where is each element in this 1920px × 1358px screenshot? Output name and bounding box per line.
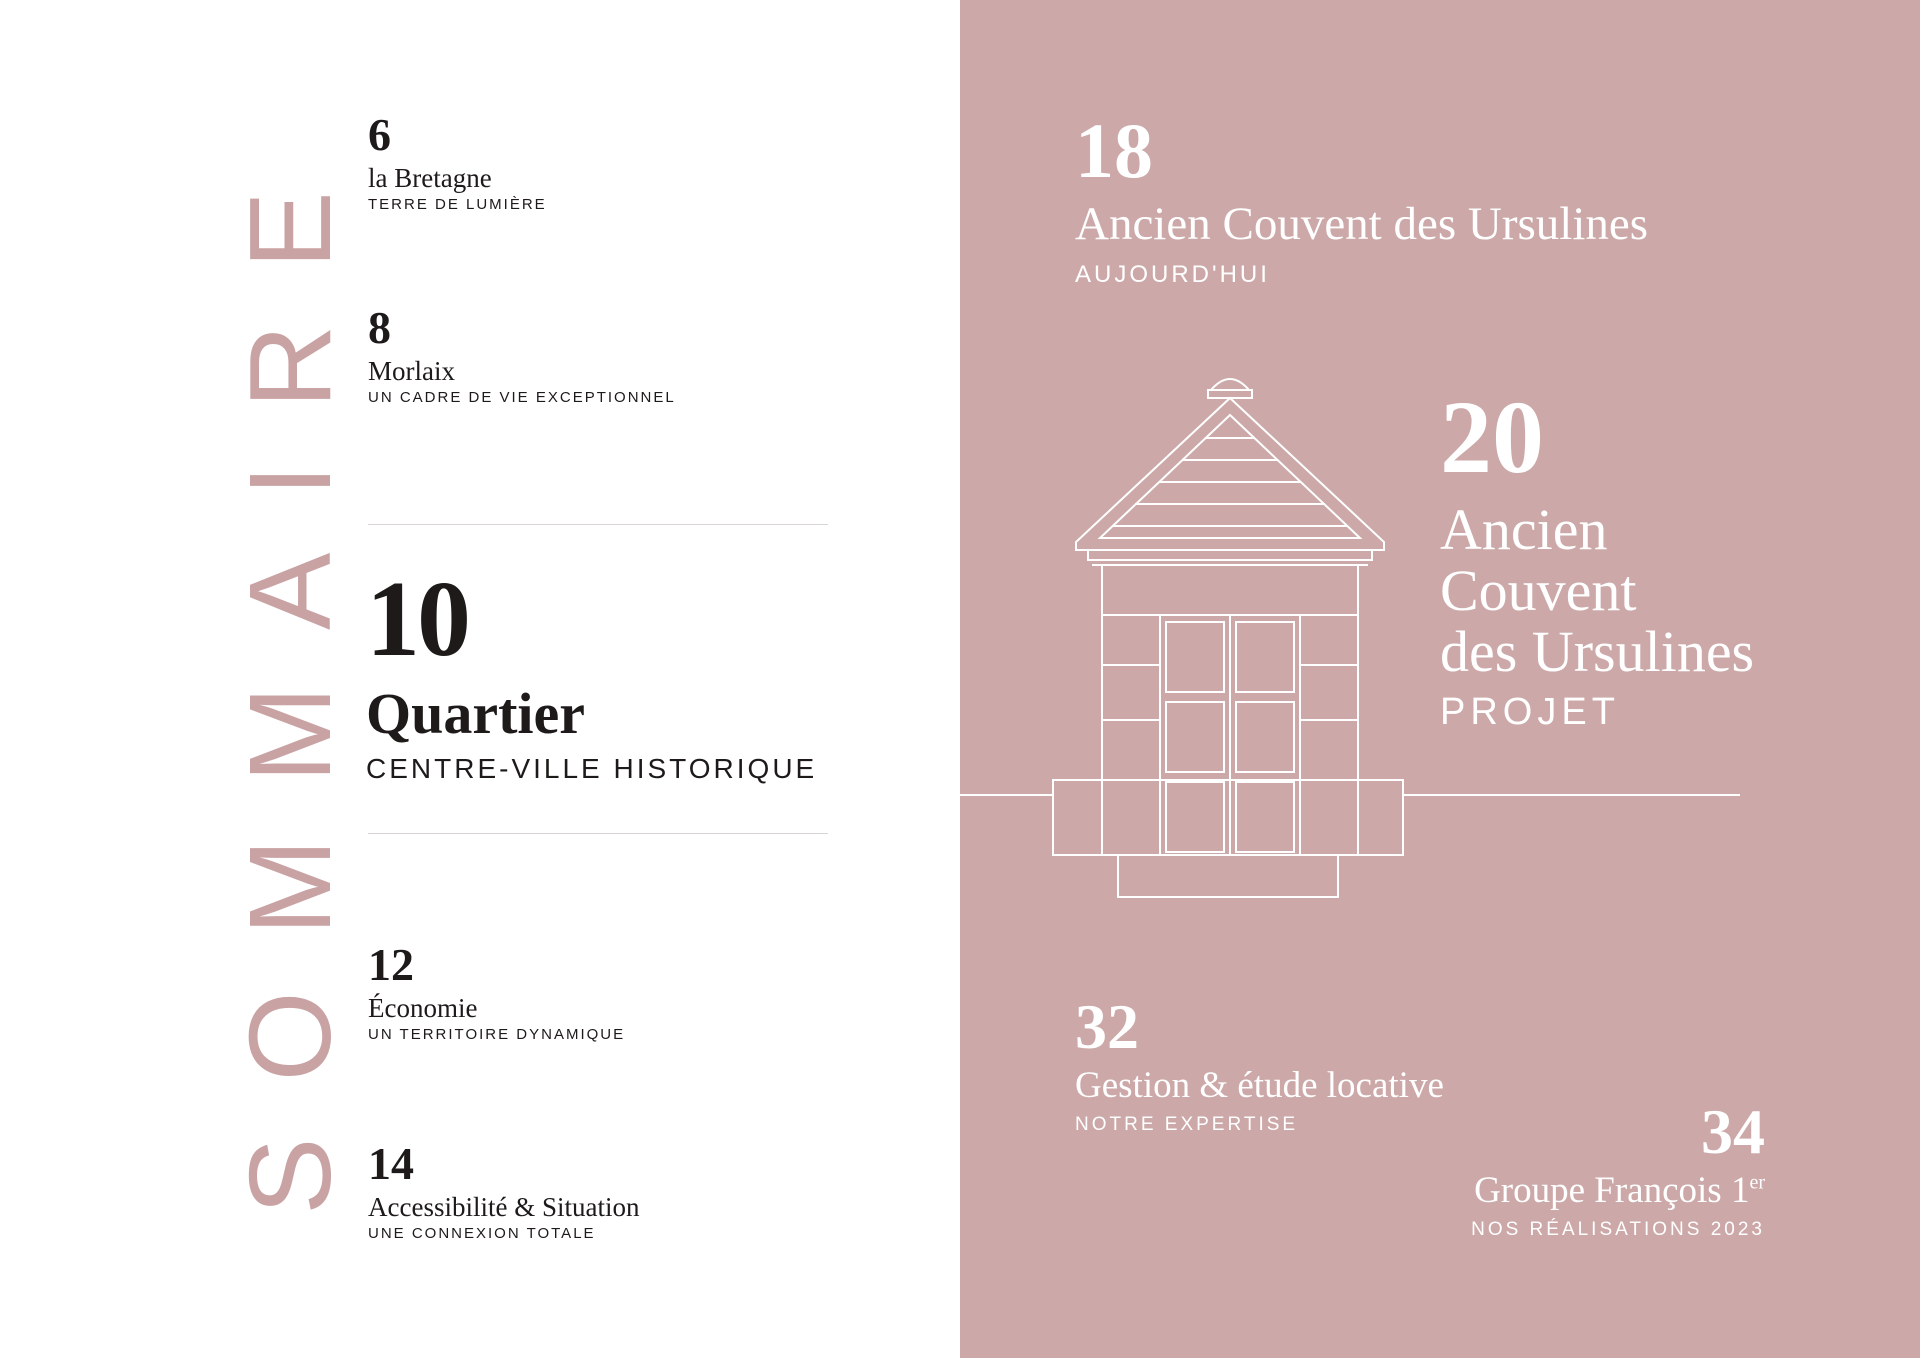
entry-subtitle: NOS RÉALISATIONS 2023 (1471, 1218, 1765, 1240)
sommaire-title: SOMMAIRE (225, 135, 355, 1215)
page-number: 32 (1075, 991, 1139, 1062)
entry-title-line-2: Couvent (1440, 557, 1637, 623)
entry-subtitle: CENTRE-VILLE HISTORIQUE (366, 752, 818, 784)
entry-subtitle: UNE CONNEXION TOTALE (368, 1225, 596, 1243)
page-number: 34 (1701, 1096, 1765, 1167)
entry-title-line-3: des Ursulines (1440, 618, 1755, 684)
entry-title: Économie (368, 993, 478, 1023)
entry-title: Accessibilité & Situation (368, 1192, 640, 1222)
entry-subtitle: AUJOURD'HUI (1075, 261, 1270, 289)
divider-top (368, 524, 828, 525)
toc-entry-6[interactable] (368, 109, 547, 214)
toc-entry-12[interactable] (368, 939, 626, 1044)
right-page (960, 0, 1920, 1358)
entry-title-text: Groupe François 1 (1474, 1170, 1750, 1211)
page-number: 18 (1075, 107, 1153, 194)
toc-entry-10[interactable] (366, 560, 818, 785)
toc-entry-20[interactable] (1440, 380, 1755, 734)
divider-bottom (368, 833, 828, 834)
toc-entry-18[interactable] (1075, 107, 1649, 289)
page-number: 12 (368, 939, 414, 990)
entry-title-line-1: Ancien (1440, 497, 1608, 562)
entry-title: Quartier (366, 681, 586, 746)
entry-subtitle: PROJET (1440, 690, 1620, 733)
entry-subtitle: UN TERRITOIRE DYNAMIQUE (368, 1026, 626, 1044)
entry-title: Ancien Couvent des Ursulines (1075, 198, 1649, 250)
toc-entry-34[interactable] (1471, 1096, 1765, 1241)
page-number: 10 (366, 560, 468, 679)
page-number: 8 (368, 302, 391, 353)
toc-entry-32[interactable] (1075, 991, 1444, 1136)
entry-subtitle: NOTRE EXPERTISE (1075, 1113, 1299, 1135)
toc-entry-8[interactable] (368, 302, 676, 407)
page-number: 20 (1440, 380, 1544, 495)
entry-title-sup: er (1749, 1171, 1765, 1194)
toc-entry-14[interactable] (368, 1138, 640, 1243)
entry-title: Gestion & étude locative (1075, 1065, 1444, 1106)
entry-subtitle: TERRE DE LUMIÈRE (368, 196, 547, 214)
page-number: 14 (368, 1138, 414, 1189)
entry-title: la Bretagne (368, 163, 492, 193)
entry-title: Morlaix (368, 356, 455, 386)
entry-title (1471, 1172, 1765, 1211)
entry-subtitle: UN CADRE DE VIE EXCEPTIONNEL (368, 389, 676, 407)
page-number: 6 (368, 109, 391, 160)
